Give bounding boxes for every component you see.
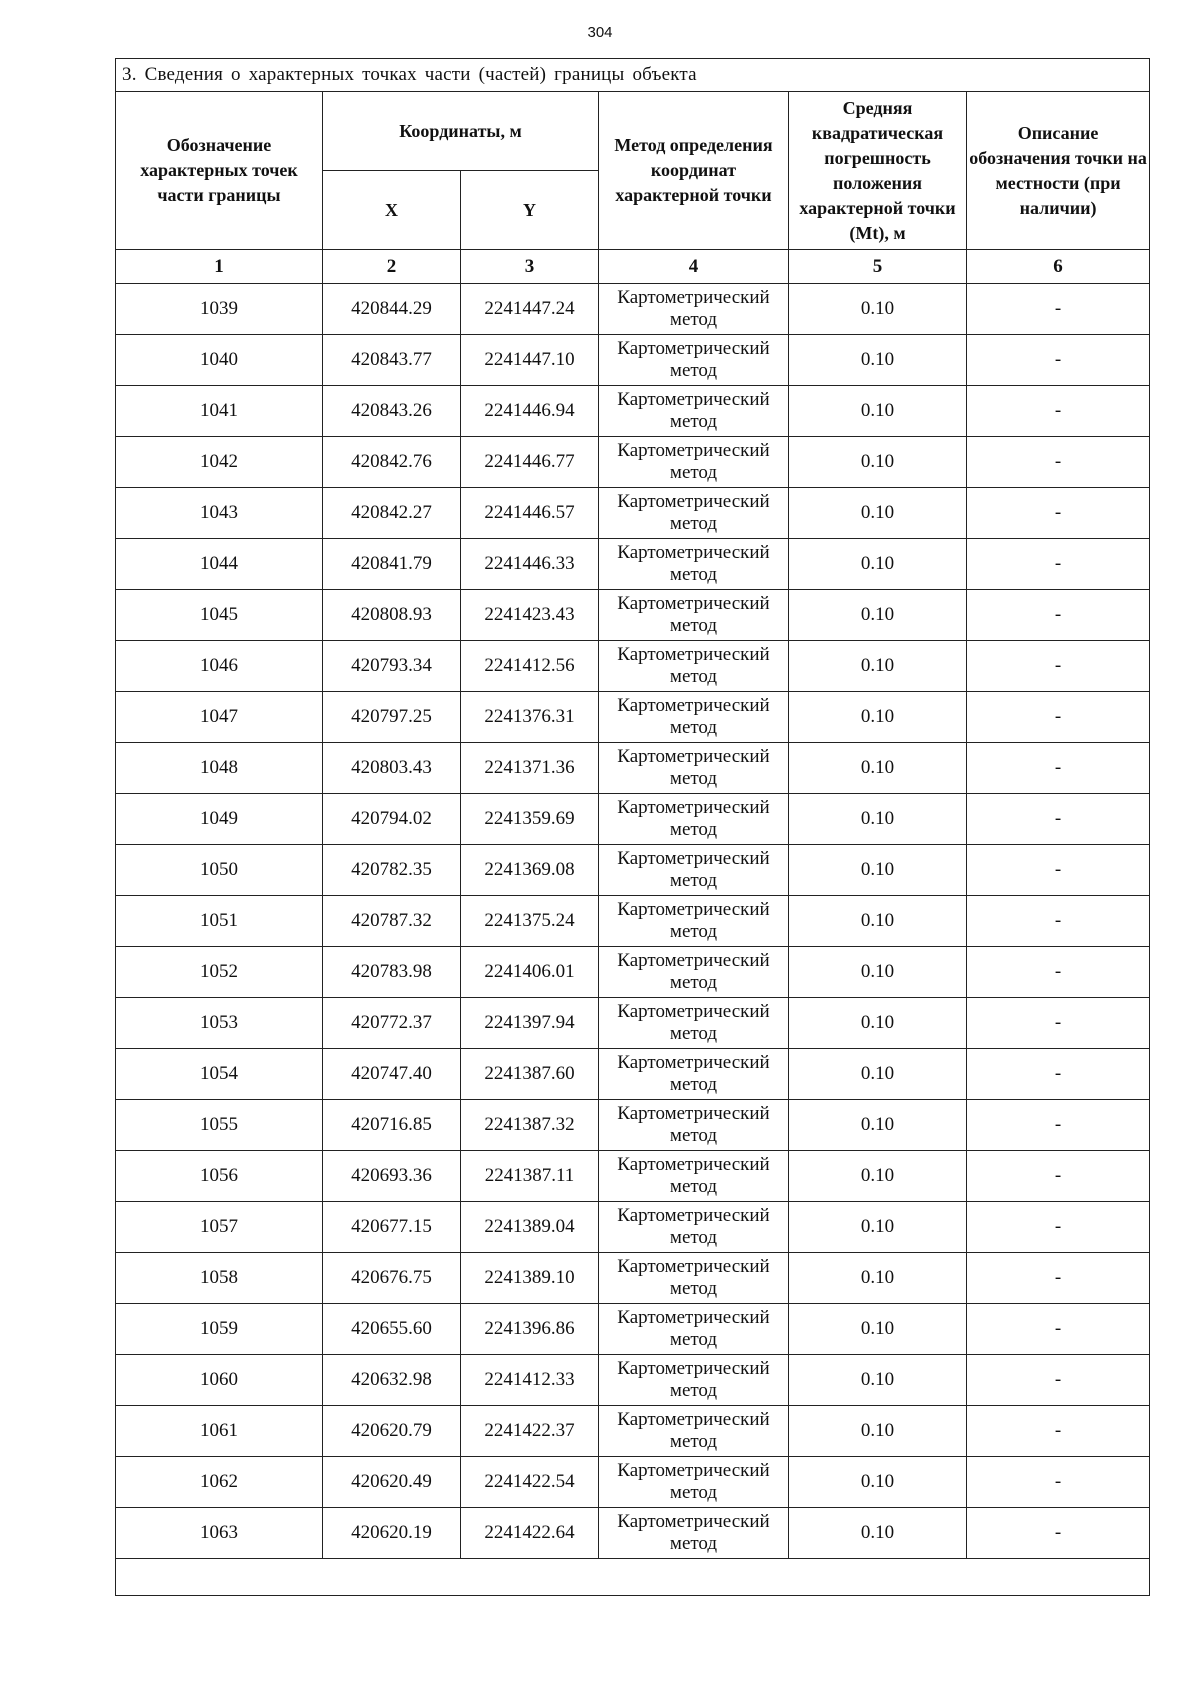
method-line: метод — [669, 1329, 718, 1350]
y-coordinate-cell: 2241422.37 — [461, 1406, 599, 1457]
method-line: Картометрический — [617, 338, 770, 359]
boundary-points-table — [115, 58, 1150, 1596]
method-line: метод — [669, 1278, 718, 1299]
column-number: 1 — [116, 250, 323, 284]
method-cell — [599, 1253, 789, 1304]
y-coordinate-cell: 2241359.69 — [461, 794, 599, 845]
method-line: метод — [669, 513, 718, 534]
point-id-cell: 1050 — [116, 845, 323, 896]
header-coordinates: Координаты, м — [323, 92, 599, 171]
y-coordinate-cell: 2241406.01 — [461, 947, 599, 998]
mt-error-cell: 0.10 — [789, 284, 967, 335]
method-cell — [599, 1202, 789, 1253]
table-row — [116, 1508, 1150, 1559]
x-coordinate-cell: 420793.34 — [323, 641, 461, 692]
method-line: метод — [669, 360, 718, 381]
point-id-cell: 1060 — [116, 1355, 323, 1406]
method-line: метод — [669, 819, 718, 840]
method-cell — [599, 1100, 789, 1151]
method-line: Картометрический — [617, 950, 770, 971]
method-line: метод — [669, 666, 718, 687]
y-coordinate-cell: 2241446.77 — [461, 437, 599, 488]
description-cell: - — [967, 590, 1150, 641]
method-line: Картометрический — [617, 593, 770, 614]
mt-error-cell: 0.10 — [789, 641, 967, 692]
method-line: Картометрический — [617, 797, 770, 818]
method-line: метод — [669, 1482, 718, 1503]
method-line: Картометрический — [617, 1001, 770, 1022]
table-row — [116, 1355, 1150, 1406]
table-row — [116, 488, 1150, 539]
description-cell: - — [967, 1100, 1150, 1151]
method-cell — [599, 692, 789, 743]
table-row — [116, 590, 1150, 641]
table-row — [116, 437, 1150, 488]
table-row — [116, 1253, 1150, 1304]
method-line: метод — [669, 1380, 718, 1401]
description-cell: - — [967, 1406, 1150, 1457]
method-line: Картометрический — [617, 1256, 770, 1277]
method-line: метод — [669, 309, 718, 330]
point-id-cell: 1062 — [116, 1457, 323, 1508]
method-line: Картометрический — [617, 1103, 770, 1124]
y-coordinate-cell: 2241422.54 — [461, 1457, 599, 1508]
method-line: Картометрический — [617, 1154, 770, 1175]
mt-error-cell: 0.10 — [789, 1151, 967, 1202]
method-cell — [599, 743, 789, 794]
method-line: метод — [669, 717, 718, 738]
table-row — [116, 896, 1150, 947]
table-row — [116, 1049, 1150, 1100]
mt-error-cell: 0.10 — [789, 335, 967, 386]
x-coordinate-cell: 420747.40 — [323, 1049, 461, 1100]
method-line: Картометрический — [617, 746, 770, 767]
mt-error-cell: 0.10 — [789, 386, 967, 437]
description-cell: - — [967, 845, 1150, 896]
method-line: Картометрический — [617, 389, 770, 410]
method-line: Картометрический — [617, 899, 770, 920]
method-line: метод — [669, 1074, 718, 1095]
x-coordinate-cell: 420676.75 — [323, 1253, 461, 1304]
x-coordinate-cell: 420803.43 — [323, 743, 461, 794]
empty-cell — [116, 1559, 1150, 1596]
mt-error-cell: 0.10 — [789, 1253, 967, 1304]
point-id-cell: 1059 — [116, 1304, 323, 1355]
description-cell: - — [967, 1508, 1150, 1559]
method-line: метод — [669, 1227, 718, 1248]
table-row — [116, 845, 1150, 896]
x-coordinate-cell: 420842.27 — [323, 488, 461, 539]
description-cell: - — [967, 284, 1150, 335]
method-cell — [599, 845, 789, 896]
header-y: Y — [461, 171, 599, 250]
mt-error-cell: 0.10 — [789, 794, 967, 845]
description-cell: - — [967, 743, 1150, 794]
table-row — [116, 641, 1150, 692]
method-cell — [599, 590, 789, 641]
description-cell: - — [967, 1304, 1150, 1355]
y-coordinate-cell: 2241371.36 — [461, 743, 599, 794]
method-line: метод — [669, 615, 718, 636]
mt-error-cell: 0.10 — [789, 590, 967, 641]
method-cell — [599, 1049, 789, 1100]
table-row — [116, 1406, 1150, 1457]
x-coordinate-cell: 420620.19 — [323, 1508, 461, 1559]
method-cell — [599, 284, 789, 335]
description-cell: - — [967, 1202, 1150, 1253]
x-coordinate-cell: 420716.85 — [323, 1100, 461, 1151]
method-line: Картометрический — [617, 1511, 770, 1532]
point-id-cell: 1042 — [116, 437, 323, 488]
y-coordinate-cell: 2241396.86 — [461, 1304, 599, 1355]
point-id-cell: 1051 — [116, 896, 323, 947]
method-cell — [599, 641, 789, 692]
y-coordinate-cell: 2241389.10 — [461, 1253, 599, 1304]
y-coordinate-cell: 2241387.60 — [461, 1049, 599, 1100]
column-numbers-row — [116, 250, 1150, 284]
method-line: Картометрический — [617, 1460, 770, 1481]
method-cell — [599, 896, 789, 947]
mt-error-cell: 0.10 — [789, 743, 967, 794]
table-row — [116, 1202, 1150, 1253]
x-coordinate-cell: 420620.49 — [323, 1457, 461, 1508]
point-id-cell: 1049 — [116, 794, 323, 845]
method-line: Картометрический — [617, 848, 770, 869]
description-cell: - — [967, 641, 1150, 692]
mt-error-cell: 0.10 — [789, 1304, 967, 1355]
method-line: Картометрический — [617, 491, 770, 512]
method-line: метод — [669, 768, 718, 789]
mt-error-cell: 0.10 — [789, 998, 967, 1049]
method-line: метод — [669, 870, 718, 891]
method-cell — [599, 998, 789, 1049]
table-row — [116, 743, 1150, 794]
x-coordinate-cell: 420794.02 — [323, 794, 461, 845]
y-coordinate-cell: 2241447.10 — [461, 335, 599, 386]
description-cell: - — [967, 1253, 1150, 1304]
method-line: метод — [669, 462, 718, 483]
mt-error-cell: 0.10 — [789, 1100, 967, 1151]
description-cell: - — [967, 692, 1150, 743]
point-id-cell: 1041 — [116, 386, 323, 437]
x-coordinate-cell: 420843.26 — [323, 386, 461, 437]
table-row — [116, 947, 1150, 998]
method-line: Картометрический — [617, 1205, 770, 1226]
point-id-cell: 1039 — [116, 284, 323, 335]
table-row — [116, 1304, 1150, 1355]
header-description: Описание обозначения точки на местности (при наличии) — [967, 92, 1150, 250]
method-line: метод — [669, 1533, 718, 1554]
point-id-cell: 1052 — [116, 947, 323, 998]
method-line: Картометрический — [617, 1409, 770, 1430]
method-line: Картометрический — [617, 1358, 770, 1379]
column-number: 6 — [967, 250, 1150, 284]
point-id-cell: 1048 — [116, 743, 323, 794]
description-cell: - — [967, 539, 1150, 590]
y-coordinate-cell: 2241422.64 — [461, 1508, 599, 1559]
method-line: Картометрический — [617, 287, 770, 308]
x-coordinate-cell: 420772.37 — [323, 998, 461, 1049]
method-cell — [599, 539, 789, 590]
method-line: Картометрический — [617, 644, 770, 665]
x-coordinate-cell: 420843.77 — [323, 335, 461, 386]
column-number: 2 — [323, 250, 461, 284]
mt-error-cell: 0.10 — [789, 692, 967, 743]
y-coordinate-cell: 2241376.31 — [461, 692, 599, 743]
table-row — [116, 539, 1150, 590]
table-row — [116, 692, 1150, 743]
description-cell: - — [967, 488, 1150, 539]
table-row — [116, 794, 1150, 845]
x-coordinate-cell: 420787.32 — [323, 896, 461, 947]
mt-error-cell: 0.10 — [789, 1508, 967, 1559]
y-coordinate-cell: 2241387.32 — [461, 1100, 599, 1151]
table-row — [116, 1151, 1150, 1202]
point-id-cell: 1043 — [116, 488, 323, 539]
header-error: Средняя квадратическая погрешность положения характерной точки (Mt), м — [789, 92, 967, 250]
table-row — [116, 998, 1150, 1049]
method-line: метод — [669, 411, 718, 432]
method-line: Картометрический — [617, 440, 770, 461]
section-title: 3. Сведения о характерных точках части (частей) границы объекта — [116, 59, 1150, 92]
y-coordinate-cell: 2241446.94 — [461, 386, 599, 437]
y-coordinate-cell: 2241412.33 — [461, 1355, 599, 1406]
point-id-cell: 1053 — [116, 998, 323, 1049]
mt-error-cell: 0.10 — [789, 1355, 967, 1406]
method-line: метод — [669, 972, 718, 993]
page-number: 304 — [587, 24, 613, 41]
point-id-cell: 1058 — [116, 1253, 323, 1304]
description-cell: - — [967, 386, 1150, 437]
description-cell: - — [967, 335, 1150, 386]
x-coordinate-cell: 420782.35 — [323, 845, 461, 896]
method-line: Картометрический — [617, 695, 770, 716]
description-cell: - — [967, 794, 1150, 845]
point-id-cell: 1047 — [116, 692, 323, 743]
y-coordinate-cell: 2241389.04 — [461, 1202, 599, 1253]
mt-error-cell: 0.10 — [789, 539, 967, 590]
method-cell — [599, 1508, 789, 1559]
method-cell — [599, 1406, 789, 1457]
method-cell — [599, 1355, 789, 1406]
method-cell — [599, 386, 789, 437]
mt-error-cell: 0.10 — [789, 845, 967, 896]
empty-row — [116, 1559, 1150, 1596]
y-coordinate-cell: 2241375.24 — [461, 896, 599, 947]
description-cell: - — [967, 1457, 1150, 1508]
mt-error-cell: 0.10 — [789, 896, 967, 947]
mt-error-cell: 0.10 — [789, 488, 967, 539]
method-cell — [599, 1304, 789, 1355]
method-line: Картометрический — [617, 1052, 770, 1073]
description-cell: - — [967, 1355, 1150, 1406]
point-id-cell: 1061 — [116, 1406, 323, 1457]
method-cell — [599, 335, 789, 386]
x-coordinate-cell: 420655.60 — [323, 1304, 461, 1355]
method-line: Картометрический — [617, 1307, 770, 1328]
x-coordinate-cell: 420841.79 — [323, 539, 461, 590]
table-row — [116, 386, 1150, 437]
x-coordinate-cell: 420844.29 — [323, 284, 461, 335]
point-id-cell: 1056 — [116, 1151, 323, 1202]
y-coordinate-cell: 2241397.94 — [461, 998, 599, 1049]
table-row — [116, 284, 1150, 335]
method-line: Картометрический — [617, 542, 770, 563]
y-coordinate-cell: 2241447.24 — [461, 284, 599, 335]
method-cell — [599, 1457, 789, 1508]
point-id-cell: 1046 — [116, 641, 323, 692]
column-number: 4 — [599, 250, 789, 284]
point-id-cell: 1054 — [116, 1049, 323, 1100]
method-line: метод — [669, 564, 718, 585]
description-cell: - — [967, 437, 1150, 488]
method-line: метод — [669, 1431, 718, 1452]
method-cell — [599, 437, 789, 488]
method-cell — [599, 1151, 789, 1202]
x-coordinate-cell: 420632.98 — [323, 1355, 461, 1406]
point-id-cell: 1057 — [116, 1202, 323, 1253]
y-coordinate-cell: 2241387.11 — [461, 1151, 599, 1202]
point-id-cell: 1040 — [116, 335, 323, 386]
header-method: Метод определения координат характерной точки — [599, 92, 789, 250]
x-coordinate-cell: 420783.98 — [323, 947, 461, 998]
mt-error-cell: 0.10 — [789, 947, 967, 998]
x-coordinate-cell: 420842.76 — [323, 437, 461, 488]
y-coordinate-cell: 2241369.08 — [461, 845, 599, 896]
x-coordinate-cell: 420797.25 — [323, 692, 461, 743]
y-coordinate-cell: 2241423.43 — [461, 590, 599, 641]
y-coordinate-cell: 2241446.33 — [461, 539, 599, 590]
description-cell: - — [967, 1049, 1150, 1100]
method-line: метод — [669, 921, 718, 942]
method-line: метод — [669, 1176, 718, 1197]
column-number: 5 — [789, 250, 967, 284]
header-x: X — [323, 171, 461, 250]
point-id-cell: 1045 — [116, 590, 323, 641]
x-coordinate-cell: 420693.36 — [323, 1151, 461, 1202]
description-cell: - — [967, 1151, 1150, 1202]
table-row — [116, 1457, 1150, 1508]
method-cell — [599, 947, 789, 998]
y-coordinate-cell: 2241446.57 — [461, 488, 599, 539]
header-point-designation: Обозначение характерных точек части границы — [116, 92, 323, 250]
mt-error-cell: 0.10 — [789, 1049, 967, 1100]
point-id-cell: 1044 — [116, 539, 323, 590]
description-cell: - — [967, 947, 1150, 998]
mt-error-cell: 0.10 — [789, 1406, 967, 1457]
method-cell — [599, 794, 789, 845]
x-coordinate-cell: 420620.79 — [323, 1406, 461, 1457]
mt-error-cell: 0.10 — [789, 1202, 967, 1253]
column-number: 3 — [461, 250, 599, 284]
x-coordinate-cell: 420677.15 — [323, 1202, 461, 1253]
method-line: метод — [669, 1023, 718, 1044]
table-body — [116, 284, 1150, 1596]
method-line: метод — [669, 1125, 718, 1146]
table-row — [116, 1100, 1150, 1151]
x-coordinate-cell: 420808.93 — [323, 590, 461, 641]
point-id-cell: 1063 — [116, 1508, 323, 1559]
y-coordinate-cell: 2241412.56 — [461, 641, 599, 692]
point-id-cell: 1055 — [116, 1100, 323, 1151]
description-cell: - — [967, 998, 1150, 1049]
mt-error-cell: 0.10 — [789, 1457, 967, 1508]
description-cell: - — [967, 896, 1150, 947]
method-cell — [599, 488, 789, 539]
mt-error-cell: 0.10 — [789, 437, 967, 488]
table-row — [116, 335, 1150, 386]
